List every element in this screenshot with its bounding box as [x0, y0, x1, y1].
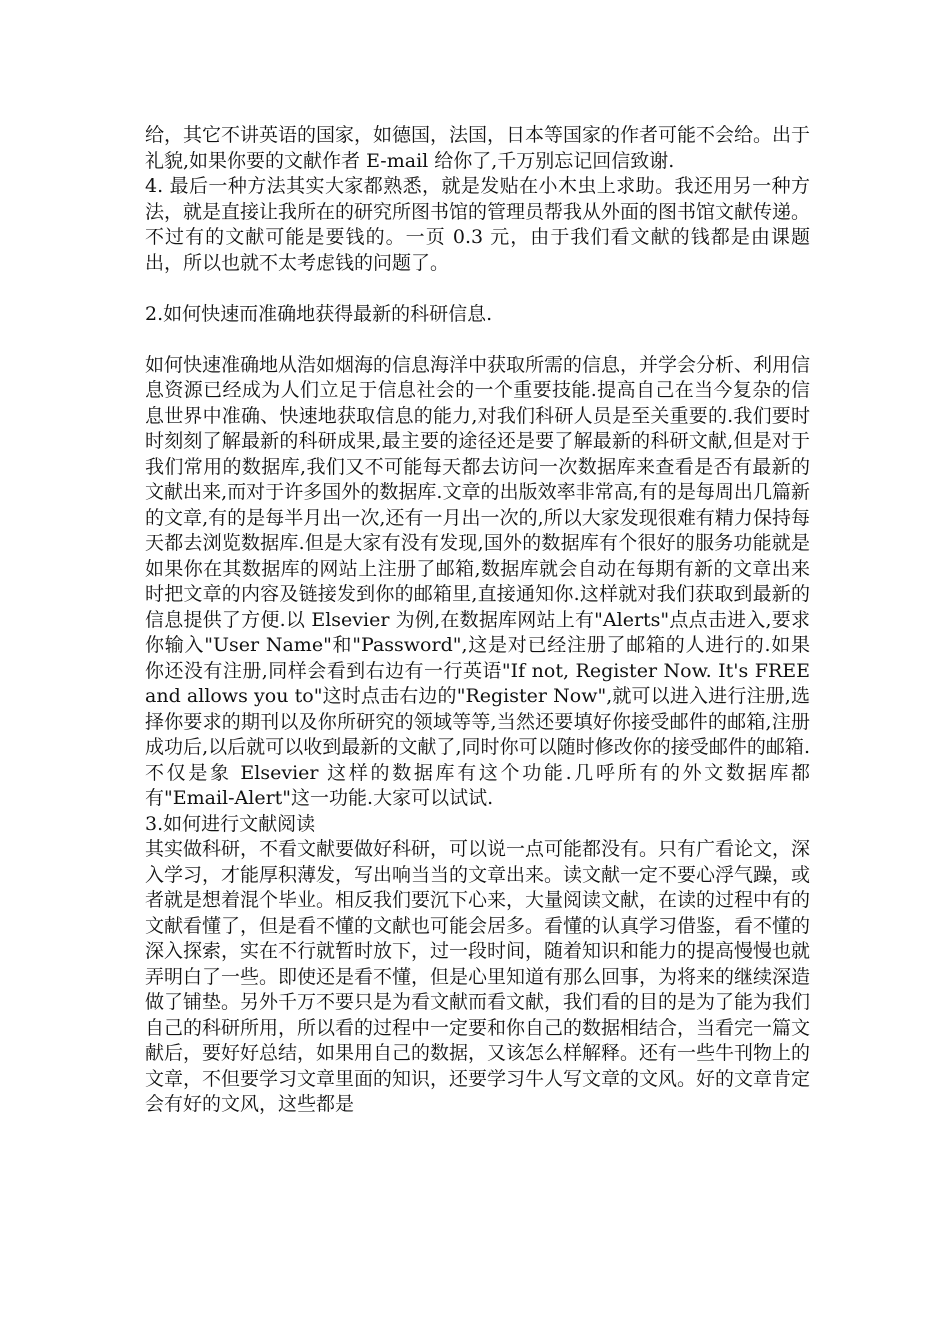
paragraph-method-4-xiaomuchong: 4. 最后一种方法其实大家都熟悉，就是发贴在小木虫上求助。我还用另一种方法，就是直接让我所在的研究所图书馆的管理员帮我从外面的图书馆文献传递。不过有的文献可能是要钱的。一页 0.3 元，由于我们看文献的钱都是由课题出，所以也就不太考虑钱的问题了。 — [145, 175, 811, 274]
paragraph-reading-literature: 其实做科研，不看文献要做好科研，可以说一点可能都没有。只有广看论文，深入学习，才能厚积薄发，写出响当当的文章出来。读文献一定不要心浮气躁，或者就是想着混个毕业。相反我们要沉下心来，大量阅读文献，在读的过程中有的文献看懂了，但是看不懂的文献也可能会居多。看懂的认真学习借鉴，看不懂的 深入探索，实在不行就暂时放下，过一段时间，随着知识和能力的提高慢慢也就弄明白了一些。即使还是看不懂，但是心里知道有那么回事，为将来的继续深造做了铺垫。另外千万不要只是为看文献而看文献，我们看的目的是为了能为我们自己的科研所用，所以看的过程中一定要和你自己的数据相结合，当看完一篇文献后，要好好总结，如果用自己的数据，又该怎么样解释。还有一些牛刊物上的文章，不但要学习文章里面的知识，还要学习牛人写文章的文风。好的文章肯定会有好的文风，这些都是 — [145, 838, 811, 1115]
paragraph-email-alerts: 如何快速准确地从浩如烟海的信息海洋中获取所需的信息，并学会分析、利用信息资源已经成为人们立足于信息社会的一个重要技能.提高自己在当今复杂的信息世界中准确、快速地获取信息的能力,对我们科研人员是至关重要的.我们要时时刻刻了解最新的科研成果,最主要的途径还是要了解最新的科研文献,但是对于我们常用的数据库,我们又不可能每天都去访问一次数据库来查看是否有最新的文献出来,而对于许多国外的数据库.文章的出版效率非常高,有的是每周出几篇新的文章,有的是每半月出一次,还有一月出一次的,所以大家发现很难有精力保持每天都去浏览数据库.但是大家有没有发现,国外的数据库有个很好的服务功能就是如果你在其数据库的网站上注册了邮箱,数据库就会自动在每期有新的文章出来时把文章的内容及链接发到你的邮箱里,直接通知你.这样就对我们获取到最新的信息提供了方便.以 Elsevier 为例,在数据库网站上有"Alerts"点点击进入,要求你输入"User Name"和"Password",这是对已经注册了邮箱的人进行的.如果你还没有注册,同样会看到右边有一行英语"If not, Register Now. It's FREE and allows you to"这时点击右边的"Register Now",就可以进入进行注册,选择你要求的期刊以及你所研究的领域等等,当然还要填好你接受邮件的邮箱,注册成功后,以后就可以收到最新的文献了,同时你可以随时修改你的接受邮件的邮箱.不仅是象 Elsevier 这样的数据库有这个功能.几呼所有的外文数据库都有"Email-Alert"这一功能.大家可以试试. — [145, 353, 811, 809]
blank-line — [145, 276, 810, 302]
section-heading-3: 3.如何进行文献阅读 — [145, 812, 316, 835]
paragraph-author-email-etiquette: 给，其它不讲英语的国家，如德国，法国，日本等国家的作者可能不会给。出于礼貌,如果你要的文献作者 E-mail 给你了,千万别忘记回信致谢. — [145, 124, 811, 172]
document-body — [145, 123, 810, 1118]
blank-line — [145, 327, 810, 353]
section-heading-2: 2.如何快速而准确地获得最新的科研信息. — [145, 302, 493, 325]
